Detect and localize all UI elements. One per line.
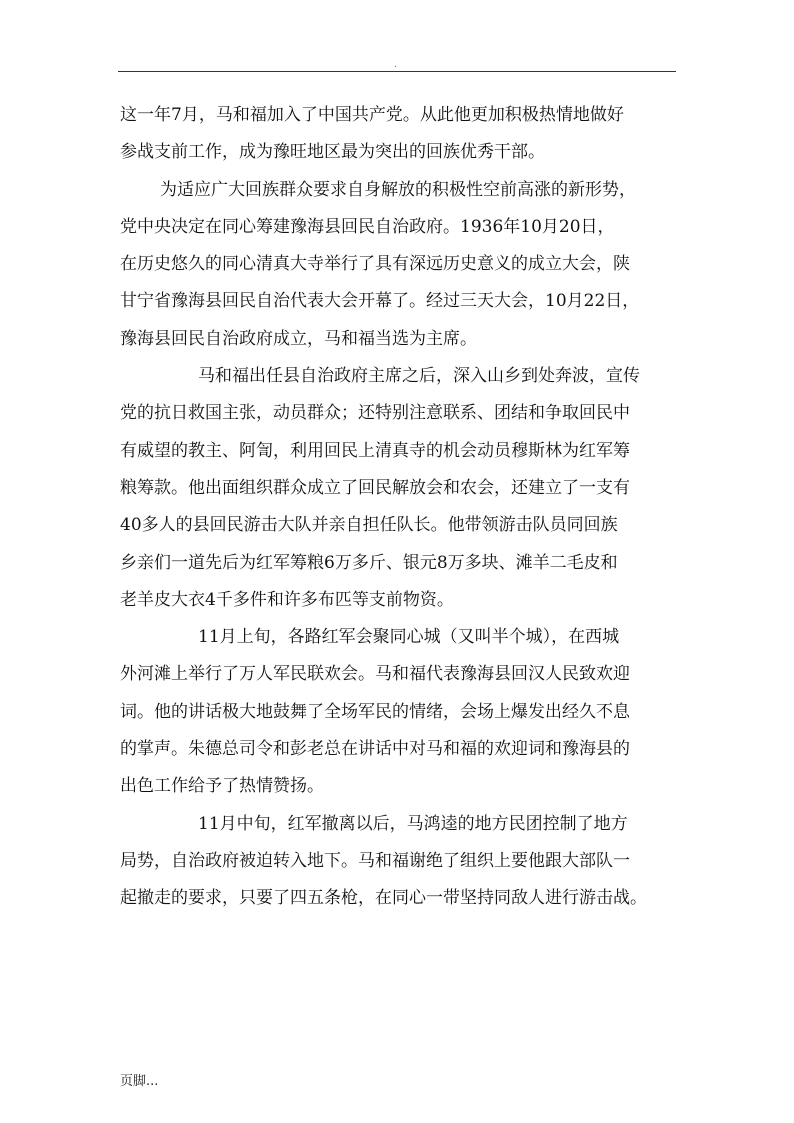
text-line: 豫海县回民自治政府成立，马和福当选为主席。 [120,328,477,349]
text-line: 的掌声。朱德总司令和彭老总在讲话中对马和福的欢迎词和豫海县的 [120,739,630,760]
text-line: 外河滩上举行了万人军民联欢会。马和福代表豫海县回汉人民致欢迎 [120,664,630,685]
text-line: 粮筹款。他出面组织群众成立了回民解放会和农会，还建立了一支有 [120,477,630,498]
text-line: 老羊皮大衣4千多件和许多布匹等支前物资。 [120,589,454,610]
text-line: 出色工作给予了热情赞扬。 [120,776,324,797]
text-line: 在历史悠久的同心清真大寺举行了具有深远历史意义的成立大会，陕 [120,254,630,275]
text-line: 这一年7月，马和福加入了中国共产党。从此他更加积极热情地做好 [120,105,624,125]
paragraph-start: 11月中旬，红军撤离以后，马鸿逵的地方民团控制了地方 [198,813,628,834]
text-line: 党的抗日救国主张，动员群众；还特别注意联系、团结和争取回民中 [120,403,630,424]
text-line: 党中央决定在同心筹建豫海县回民自治政府。1936年10月20日， [120,216,615,237]
text-line: 有威望的教主、阿訇，利用回民上清真寺的机会动员穆斯林为红军筹 [120,440,630,461]
text-line: 40多人的县回民游击大队并亲自担任队长。他带领游击队员同回族 [120,515,618,536]
document-body [120,97,676,918]
text-line: 参战支前工作，成为豫旺地区最为突出的回族优秀干部。 [120,142,545,163]
header-mark: . [394,60,397,70]
text-line: 词。他的讲话极大地鼓舞了全场军民的情绪，会场上爆发出经久不息 [120,701,630,722]
text-line: 起撤走的要求，只要了四五条枪，在同心一带坚持同敌人进行游击战。 [120,888,647,909]
paragraph-start: 11月上旬，各路红军会聚同心城（又叫半个城），在西城 [198,627,620,648]
paragraph-start: 马和福出任县自治政府主席之后，深入山乡到处奔波，宣传 [198,366,640,387]
text-line: 甘宁省豫海县回民自治代表大会开幕了。经过三天大会，10月22日， [120,291,640,312]
header-rule [118,71,676,72]
text-line: 局势，自治政府被迫转入地下。马和福谢绝了组织上要他跟大部队一 [120,850,630,871]
text-line: 乡亲们一道先后为红军筹粮6万多斤、银元8万多块、滩羊二毛皮和 [120,552,618,573]
paragraph-start: 为适应广大回族群众要求自身解放的积极性空前高涨的新形势， [160,179,636,200]
page-footer: 页脚... [120,1074,159,1089]
